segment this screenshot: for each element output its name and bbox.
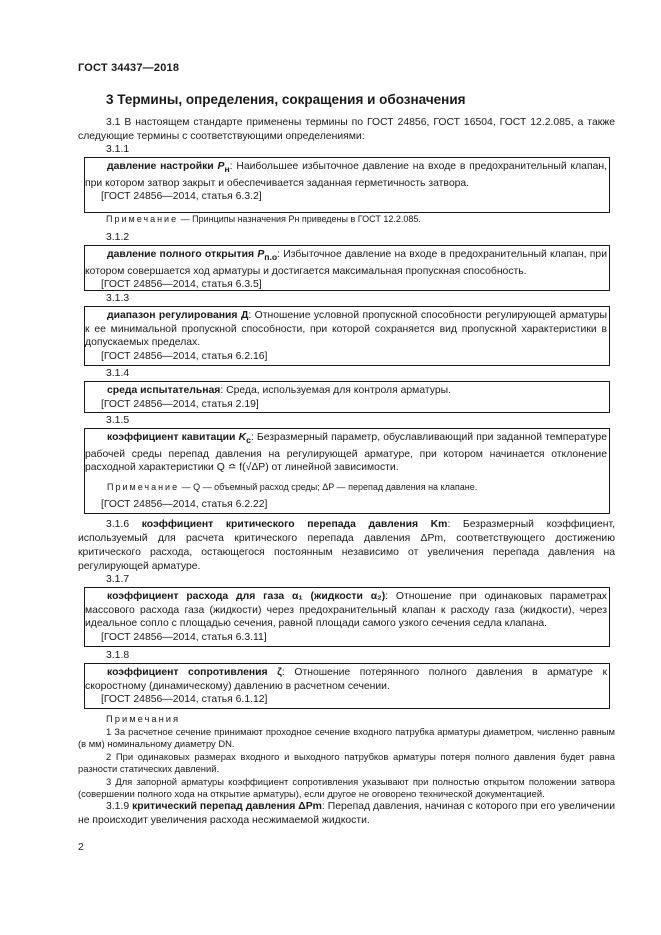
term-definition-text: : Перепад давления, начиная с которого при его увеличении не происходит увеличения расхода несжимаемой жидкости. (78, 801, 615, 826)
term-box (84, 587, 610, 647)
note-item: 3 Для запорной арматуры коэффициент сопротивления указывают при полностью открытом положении затвора (совершении полного хода на открытие арматуры), если другое не оговорено технической документацией. (78, 775, 615, 799)
term-symbol-sub: н (224, 164, 230, 175)
term-definition (79, 248, 607, 278)
note-label: Примечание (106, 214, 179, 224)
term-definition (79, 384, 607, 398)
note-text: — Принципы назначения Pн приведены в ГОСТ 12.2.085. (178, 214, 421, 224)
term-symbol-sub: c (246, 435, 251, 446)
term-number: 3.1.1 (106, 144, 130, 155)
term-name: критический перепад давления ΔPm (132, 801, 322, 812)
term-definition-text: : Избыточное давление на входе в предохранительный клапан, при котором совершается ход арматуры и достигается максимальная пропускная способность. (85, 249, 608, 277)
term-name: коэффициент сопротивления ζ (107, 667, 282, 678)
term-definition-text: : Наибольшее избыточное давление на входе в предохранительный клапан, при котором затвор закрыт и обеспечивается заданная герметичность затвора. (85, 161, 607, 189)
term-symbol: P (217, 161, 225, 172)
term-name: коэффициент критического перепада давления Km (141, 519, 448, 530)
term-definition-text: : Отношение условной пропускной способности регулирующей арматуры к ее минимальной пропускной способности, при которой сохраняется вид пропускной характеристики в допускаемых пределах. (85, 310, 607, 349)
term-number: 3.1.8 (106, 650, 130, 661)
term-symbol: P (257, 249, 265, 260)
term-definition-text: : Безразмерный параметр, обуславливающий при заданной температуре рабочей среды перепад давления на регулирующей арматуре, при котором начинается отклонение расходной характеристики Q ≏ f(√ΔP) от линейной зависимости. (85, 432, 607, 474)
term-reference: [ГОСТ 24856—2014, статья 6.1.12] (101, 694, 268, 706)
note-item: 2 При одинаковых размерах входного и выходного патрубков арматуры потеря полного давления будет равна разности статических давлений. (78, 750, 615, 774)
term-definition (79, 431, 607, 475)
term-reference: [ГОСТ 24856—2014, статья 6.3.2] (101, 191, 262, 203)
term-definition (79, 160, 607, 190)
term-symbol: K (238, 432, 247, 443)
term-box (84, 663, 610, 709)
note (106, 214, 421, 224)
note-item: 1 За расчетное сечение принимают проходное сечение входного патрубка арматуры диаметром, численно равным (в мм) номинальному диаметру DN. (78, 725, 615, 749)
term-reference: [ГОСТ 24856—2014, статья 6.2.16] (101, 350, 268, 362)
term-box (84, 245, 610, 291)
term-number: 3.1.7 (106, 574, 130, 585)
term-paragraph (78, 518, 615, 574)
notes-title: Примечания (106, 713, 181, 724)
notes-block (78, 713, 615, 801)
term-definition (79, 666, 607, 693)
term-box (84, 306, 610, 366)
term-definition (79, 309, 607, 350)
term-number: 3.1.9 (106, 801, 130, 812)
term-name: коэффициент расхода для газа α₁ (жидкости α₂) (107, 591, 386, 602)
term-paragraph (78, 800, 615, 828)
note (79, 481, 607, 495)
term-reference: [ГОСТ 24856—2014, статья 6.2.22] (101, 499, 268, 511)
page-number: 2 (78, 842, 84, 853)
term-definition (79, 590, 607, 631)
term-symbol: Д (240, 310, 249, 321)
document-header: ГОСТ 34437—2018 (78, 62, 180, 74)
term-reference: [ГОСТ 24856—2014, статья 6.3.11] (101, 631, 267, 643)
term-number: 3.1.2 (106, 232, 130, 243)
term-name: диапазон регулирования (107, 310, 238, 321)
term-definition-text: : Среда, используемая для контроля арматуры. (220, 385, 451, 396)
term-number: 3.1.6 (106, 519, 130, 530)
term-symbol-sub: п.о (264, 252, 278, 263)
term-number: 3.1.5 (106, 415, 130, 426)
term-reference: [ГОСТ 24856—2014, статья 6.3.5] (101, 279, 262, 291)
section-title: 3 Термины, определения, сокращения и обозначения (106, 92, 466, 107)
term-name: давление полного открытия (107, 249, 255, 260)
term-definition-text: : Безразмерный коэффициент, используемый для расчета критического перепада давления ΔPm, соответствующего достижению критического расхода, остающегося постоянным независимо от увеличения перепада давления на регулирующей арматуре. (78, 519, 616, 572)
term-definition-text: : Отношение при одинаковых параметрах массового расхода газа (жидкости) через предохранительный клапан к расходу газа (жидкости), через идеальное сопло с площадью сечения, равной площади самого узкого сечения седла клапана. (85, 591, 607, 630)
note-text: — Q — объемный расход среды; ΔP — перепад давления на клапане. (179, 481, 478, 492)
term-name: давление настройки (107, 161, 214, 172)
term-box (84, 381, 610, 413)
intro-paragraph: 3.1 В настоящем стандарте применены термины по ГОСТ 24856, ГОСТ 16504, ГОСТ 12.2.085, а также следующие термины с соответствующими определениями: (78, 117, 615, 142)
note-label: Примечание (107, 481, 180, 492)
term-number: 3.1.3 (106, 293, 130, 304)
term-box (84, 428, 610, 514)
term-box (84, 157, 610, 213)
term-name: коэффициент кавитации (107, 432, 236, 443)
term-reference: [ГОСТ 24856—2014, статья 2.19] (101, 398, 259, 410)
term-definition-text: : Отношение потерянного полного давления в арматуре к скоростному (динамическому) давлению в расчетном сечении. (85, 667, 607, 692)
term-name: среда испытательная (107, 385, 221, 396)
term-number: 3.1.4 (106, 368, 130, 379)
